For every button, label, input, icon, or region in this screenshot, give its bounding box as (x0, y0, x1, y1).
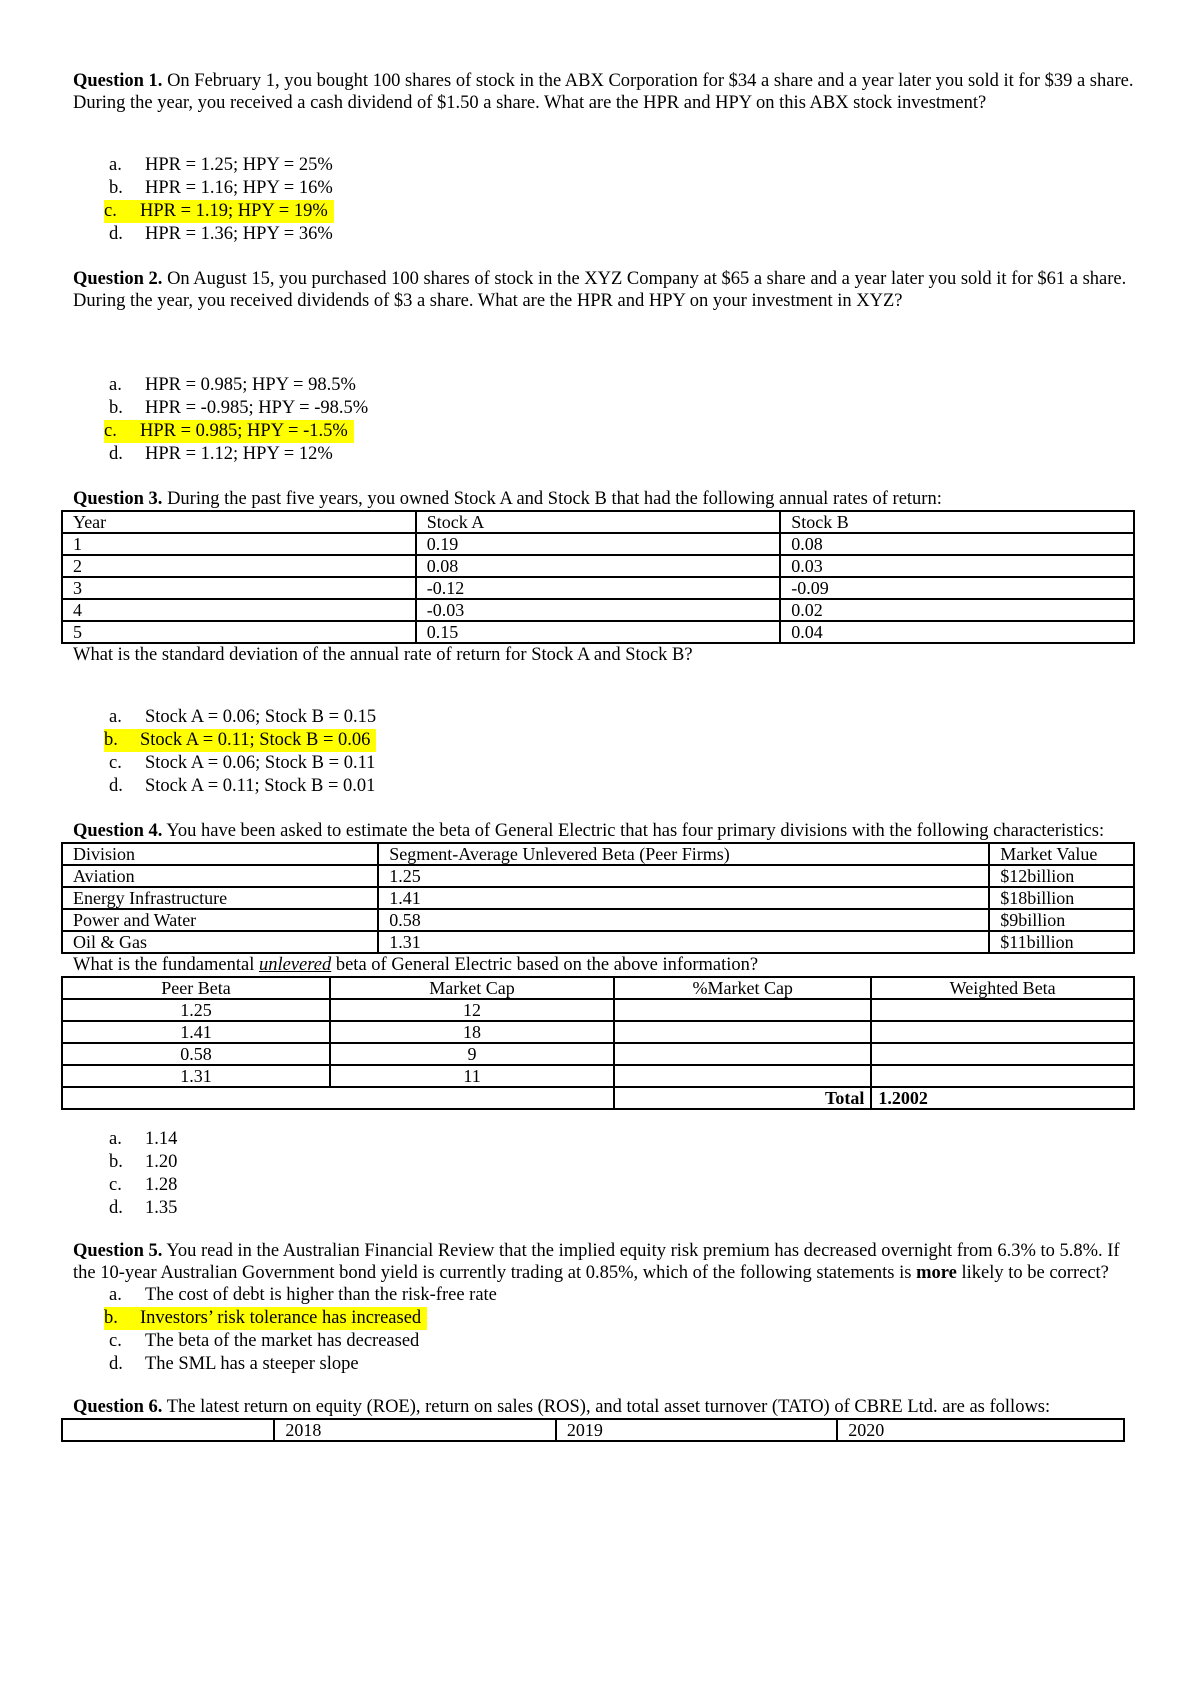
option-c: c. 1.28 (109, 1175, 178, 1195)
question-4-followup: What is the fundamental unlevered beta of General Electric based on the above information? (73, 955, 759, 975)
question-1 (73, 70, 1135, 114)
option-b-highlighted: b. Investors’ risk tolerance has increased (73, 1307, 1135, 1330)
option-c-highlighted: c. HPR = 0.985; HPY = -1.5% (73, 420, 1135, 443)
table-header-row: Peer Beta Market Cap %Market Cap Weighted Beta (62, 977, 1134, 999)
total-row (62, 1087, 1134, 1109)
question-3-label: Question 3. (73, 489, 163, 509)
table-row: 0.58 9 (62, 1043, 1134, 1065)
table-row: 2 0.08 0.03 (62, 555, 1134, 577)
option-d: d. HPR = 1.12; HPY = 12% (109, 444, 333, 464)
table-row: 5 0.15 0.04 (62, 621, 1134, 643)
option-a: a. 1.14 (109, 1129, 178, 1149)
question-1-text: On February 1, you bought 100 shares of stock in the ABX Corporation for $34 a share and a year later you sold it for $39 a share. During the year, you received a cash dividend of $1.50 a share. What are the HPR and HPY on this ABX stock investment? (73, 71, 1134, 113)
question-6-label: Question 6. (73, 1397, 163, 1417)
table-header-row: 2018 2019 2020 (62, 1419, 1124, 1441)
question-2-options (73, 374, 1135, 466)
question-1-options (73, 154, 1135, 246)
question-3-options (73, 706, 1135, 798)
table-row: Aviation 1.25 $12billion (62, 865, 1134, 887)
table-row: 1.41 18 (62, 1021, 1134, 1043)
table-header-row: Division Segment-Average Unlevered Beta (Peer Firms) Market Value (62, 843, 1134, 865)
question-3-text: During the past five years, you owned Stock A and Stock B that had the following annual rates of return: (162, 489, 942, 509)
table-row: 3 -0.12 -0.09 (62, 577, 1134, 599)
returns-table (61, 510, 1135, 644)
option-a: a. The cost of debt is higher than the risk-free rate (109, 1285, 497, 1305)
ratios-table (61, 1418, 1125, 1442)
option-b: b. 1.20 (109, 1152, 178, 1172)
question-5: Question 5. You read in the Australian Financial Review that the implied equity risk premium has decreased overnight from 6.3% to 5.8%. If the 10-year Australian Government bond yield is currently trading at 0.85%, which of the following statements is more likely to be correct? (73, 1241, 1120, 1283)
option-b-highlighted: b. Stock A = 0.11; Stock B = 0.06 (73, 729, 1135, 752)
total-value: 1.2002 (871, 1087, 1134, 1109)
question-4-options (73, 1128, 1135, 1220)
table-row: 1.25 12 (62, 999, 1134, 1021)
question-1-label: Question 1. (73, 71, 163, 91)
option-c: c. Stock A = 0.06; Stock B = 0.11 (109, 753, 376, 773)
table-row: 4 -0.03 0.02 (62, 599, 1134, 621)
option-a: a. HPR = 1.25; HPY = 25% (109, 155, 333, 175)
option-d: d. HPR = 1.36; HPY = 36% (109, 224, 333, 244)
question-3 (73, 488, 1135, 510)
weighted-beta-table (61, 976, 1135, 1110)
question-4-label: Question 4. (73, 821, 163, 841)
option-c: c. The beta of the market has decreased (109, 1331, 420, 1351)
question-2-label: Question 2. (73, 269, 163, 289)
question-5-label: Question 5. (73, 1241, 163, 1261)
option-d: d. The SML has a steeper slope (109, 1354, 359, 1374)
document-page (73, 70, 1135, 1442)
table-row: 1.31 11 (62, 1065, 1134, 1087)
table-row: Power and Water 0.58 $9billion (62, 909, 1134, 931)
option-d: d. 1.35 (109, 1198, 178, 1218)
option-b: b. HPR = 1.16; HPY = 16% (109, 178, 333, 198)
table-row: 1 0.19 0.08 (62, 533, 1134, 555)
option-d: d. Stock A = 0.11; Stock B = 0.01 (109, 776, 376, 796)
divisions-table (61, 842, 1135, 954)
option-a: a. HPR = 0.985; HPY = 98.5% (109, 375, 356, 395)
question-5-options (73, 1284, 1135, 1376)
total-label: Total (614, 1087, 871, 1109)
table-row: Energy Infrastructure 1.41 $18billion (62, 887, 1134, 909)
question-4 (73, 820, 1135, 842)
table-header-row: Year Stock A Stock B (62, 511, 1134, 533)
question-6: Question 6. The latest return on equity (ROE), return on sales (ROS), and total asset turnover (TATO) of CBRE Ltd. are as follows: (73, 1397, 1051, 1417)
question-3-followup: What is the standard deviation of the annual rate of return for Stock A and Stock B? (73, 645, 693, 665)
option-c-highlighted: c. HPR = 1.19; HPY = 19% (73, 200, 1135, 223)
option-b: b. HPR = -0.985; HPY = -98.5% (109, 398, 369, 418)
table-row: Oil & Gas 1.31 $11billion (62, 931, 1134, 953)
question-2-text: On August 15, you purchased 100 shares of stock in the XYZ Company at $65 a share and a year later you sold it for $61 a share. During the year, you received dividends of $3 a share. What are the HPR and HPY on your investment in XYZ? (73, 269, 1127, 311)
question-4-text: You have been asked to estimate the beta of General Electric that has four primary divisions with the following characteristics: (162, 821, 1105, 841)
question-2 (73, 268, 1135, 312)
option-a: a. Stock A = 0.06; Stock B = 0.15 (109, 707, 377, 727)
